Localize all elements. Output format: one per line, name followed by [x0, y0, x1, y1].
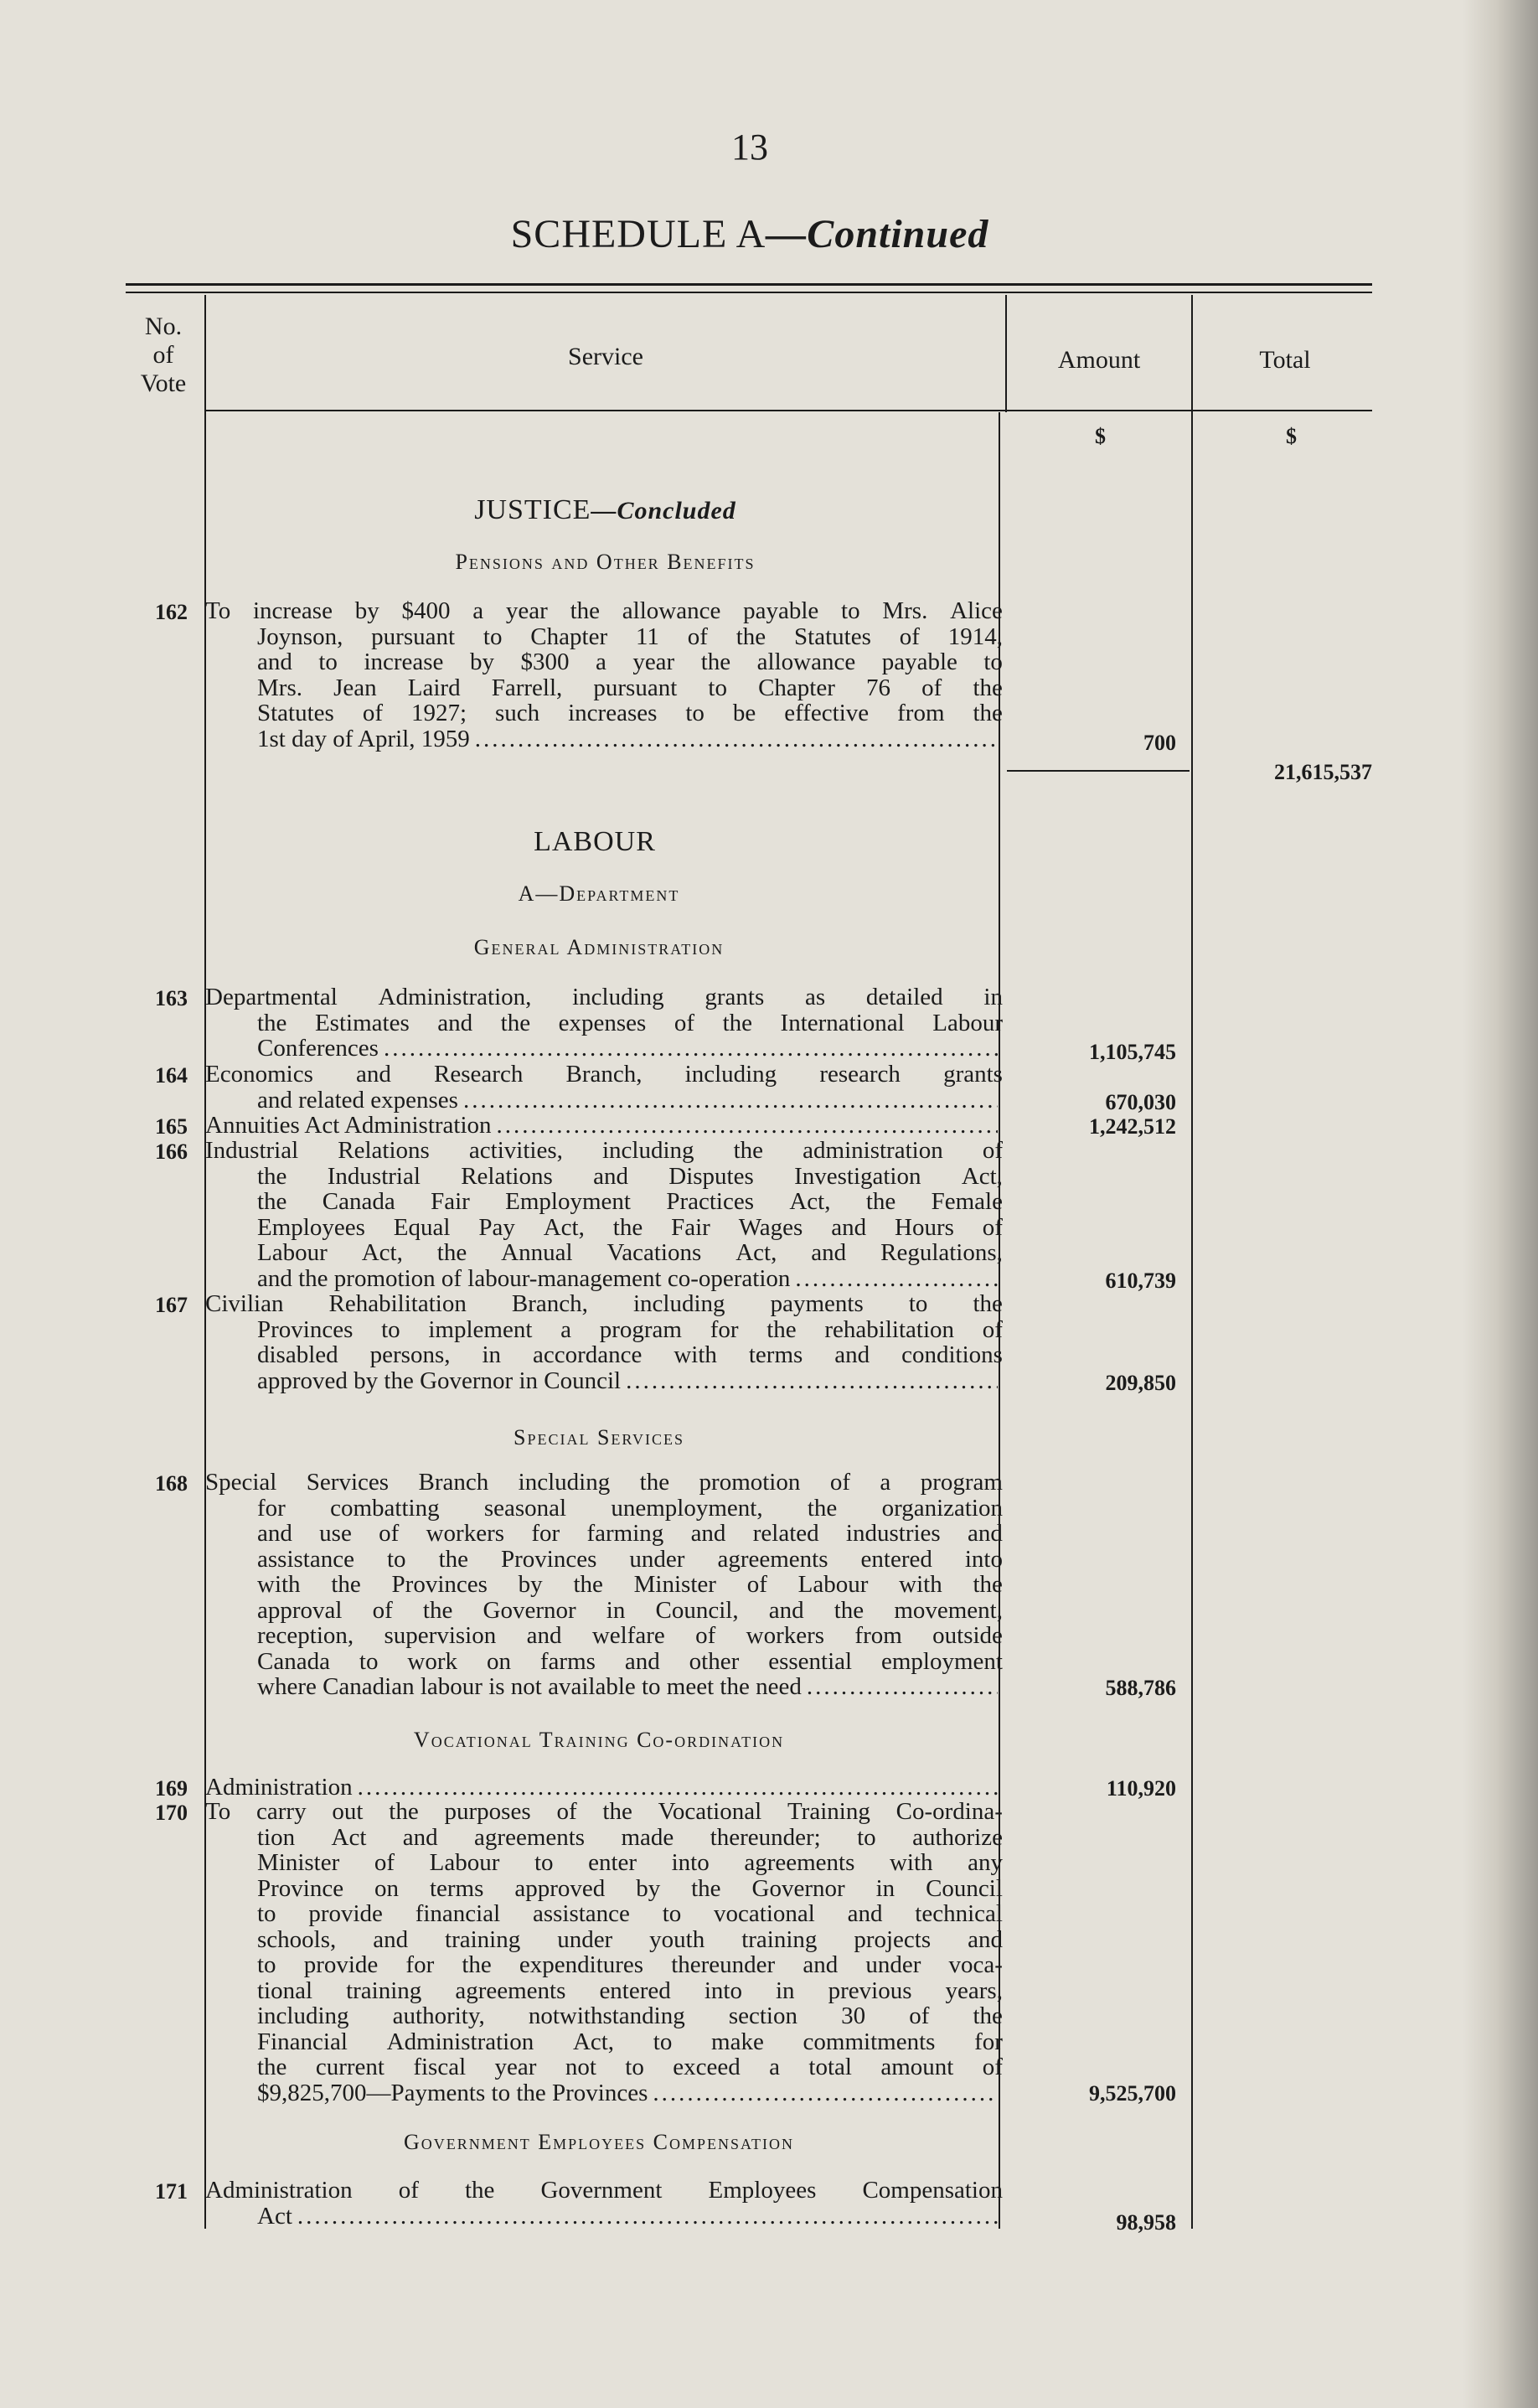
- vote-164-description: Economics and Research Branch, including research grants and related expenses .....: [205, 1062, 1003, 1113]
- vote-169-description: Administration .....: [205, 1775, 1003, 1801]
- vote-170-description: To carry out the purposes of the Vocational Training Co-ordina- tion Act and agreements made thereunder; to authorize Minister of Labour to enter into agreements with any Province on terms approved by the Governor in Council to provide financial assistance to vocational and technical schools, and training under youth training projects and to provide for the expenditures thereunder and under voca- tional training agreements entered into in previous years, including authority, notwithstanding section 30 of the Financial Administration Act, to make commitments for the current fiscal year not to exceed a total amount of $9,825,700—Payments to the Provinces .....: [205, 1799, 1003, 2106]
- government-employees-compensation-subheading: Government Employees Compensation: [403, 2130, 794, 2154]
- dot-leader: [626, 1368, 998, 1394]
- vote-number-168: 168: [155, 1471, 188, 1496]
- header-service: Service: [568, 343, 643, 370]
- vote-number-163: 163: [155, 986, 188, 1010]
- page-number: 13: [731, 127, 768, 168]
- dot-leader: [384, 1036, 998, 1062]
- vote-162-description: To increase by $400 a year the allowance payable to Mrs. Alice Joynson, pursuant to Chapter 11 of the Statutes of 1914, and to increase by $300 a year the allowance payable to Mrs. Jean Laird Farrell, pursuant to Chapter 76 of the Statutes of 1927; such increases to be effective from the 1st day of April, 1959 .....: [205, 598, 1003, 752]
- vote-168-description: Special Services Branch including the promotion of a program for combatting seasonal unemployment, the organization and use of workers for farming and related industries and assistance to the Provinces under agreements entered into with the Provinces by the Minister of Labour with the approval of the Governor in Council, and the movement, reception, supervision and welfare of workers from outside Canada to work on farms and other essential employment where Canadian labour is not available to meet the need .....: [205, 1470, 1003, 1700]
- schedule-title: [0, 211, 1499, 257]
- vote-162-amount: 700: [1143, 731, 1176, 755]
- vote-170-amount: 9,525,700: [1089, 2081, 1176, 2106]
- justice-heading: JUSTICE—Concluded: [474, 494, 736, 525]
- header-no-vote: [117, 313, 209, 398]
- vote-163-amount: 1,105,745: [1089, 1040, 1176, 1064]
- vote-167-description: Civilian Rehabilitation Branch, including payments to the Provinces to implement a program for the rehabilitation of disabled persons, in accordance with terms and conditions approved by the Governor in Council .....: [205, 1291, 1003, 1393]
- vote-171-amount: 98,958: [1116, 2210, 1176, 2235]
- vote-166-description: Industrial Relations activities, including the administration of the Industrial Relations and Disputes Investigation Act, the Canada Fair Employment Practices Act, the Female Employees Equal Pay Act, the Fair Wages and Hours of Labour Act, the Annual Vacations Act, and Regulations, and the promotion of labour-management co-operation .....: [205, 1138, 1003, 1291]
- header-no: No.: [144, 313, 183, 340]
- schedule-title-suffix: —Continued: [766, 212, 989, 256]
- column-divider-amount: [1191, 295, 1193, 2229]
- header-of: of: [152, 341, 174, 369]
- vote-165-amount: 1,242,512: [1089, 1114, 1176, 1139]
- justice-total: 21,615,537: [1274, 760, 1372, 784]
- header-vote: Vote: [140, 369, 187, 397]
- vote-number-165: 165: [155, 1114, 188, 1139]
- top-rule-thick: [126, 283, 1372, 286]
- top-rule-thin: [126, 292, 1372, 293]
- vote-163-description: Departmental Administration, including grants as detailed in the Estimates and the expenses of the International Labour Conferences .....: [205, 984, 1003, 1062]
- dot-leader: [807, 1674, 998, 1700]
- header-total: Total: [1259, 346, 1311, 374]
- labour-heading: LABOUR: [534, 826, 656, 857]
- vote-number-162: 162: [155, 600, 188, 624]
- vocational-training-subheading: Vocational Training Co-ordination: [413, 1728, 785, 1752]
- vote-number-171: 171: [155, 2179, 188, 2204]
- vote-166-amount: 610,739: [1105, 1269, 1176, 1293]
- header-bottom-rule: [206, 410, 1372, 411]
- dot-leader: [653, 2080, 998, 2106]
- vote-167-amount: 209,850: [1105, 1371, 1176, 1395]
- page-edge-shadow: [1463, 0, 1538, 2408]
- justice-amount-rule: [1007, 770, 1190, 772]
- vote-number-170: 170: [155, 1801, 188, 1825]
- department-subheading: A—Department: [518, 881, 680, 906]
- vote-number-166: 166: [155, 1139, 188, 1164]
- currency-amount: $: [1095, 424, 1106, 448]
- vote-number-169: 169: [155, 1776, 188, 1801]
- dot-leader: [497, 1113, 998, 1139]
- general-administration-subheading: General Administration: [473, 935, 725, 959]
- vote-number-167: 167: [155, 1293, 188, 1317]
- vote-169-amount: 110,920: [1106, 1776, 1176, 1801]
- vote-165-description: Annuities Act Administration .....: [205, 1113, 1003, 1139]
- dot-leader: [795, 1266, 998, 1292]
- dot-leader: [463, 1088, 998, 1114]
- dot-leader: [358, 1775, 998, 1801]
- dot-leader: [475, 726, 998, 752]
- special-services-subheading: Special Services: [514, 1425, 684, 1449]
- dot-leader: [297, 2204, 998, 2230]
- vote-164-amount: 670,030: [1105, 1090, 1176, 1114]
- pensions-subheading: Pensions and Other Benefits: [455, 550, 756, 574]
- currency-total: $: [1286, 424, 1297, 448]
- vote-number-164: 164: [155, 1063, 188, 1088]
- header-amount: Amount: [1057, 346, 1141, 374]
- vote-171-description: Administration of the Government Employees Compensation Act .....: [205, 2178, 1003, 2229]
- vote-168-amount: 588,786: [1105, 1676, 1176, 1700]
- schedule-title-main: SCHEDULE A: [510, 212, 766, 256]
